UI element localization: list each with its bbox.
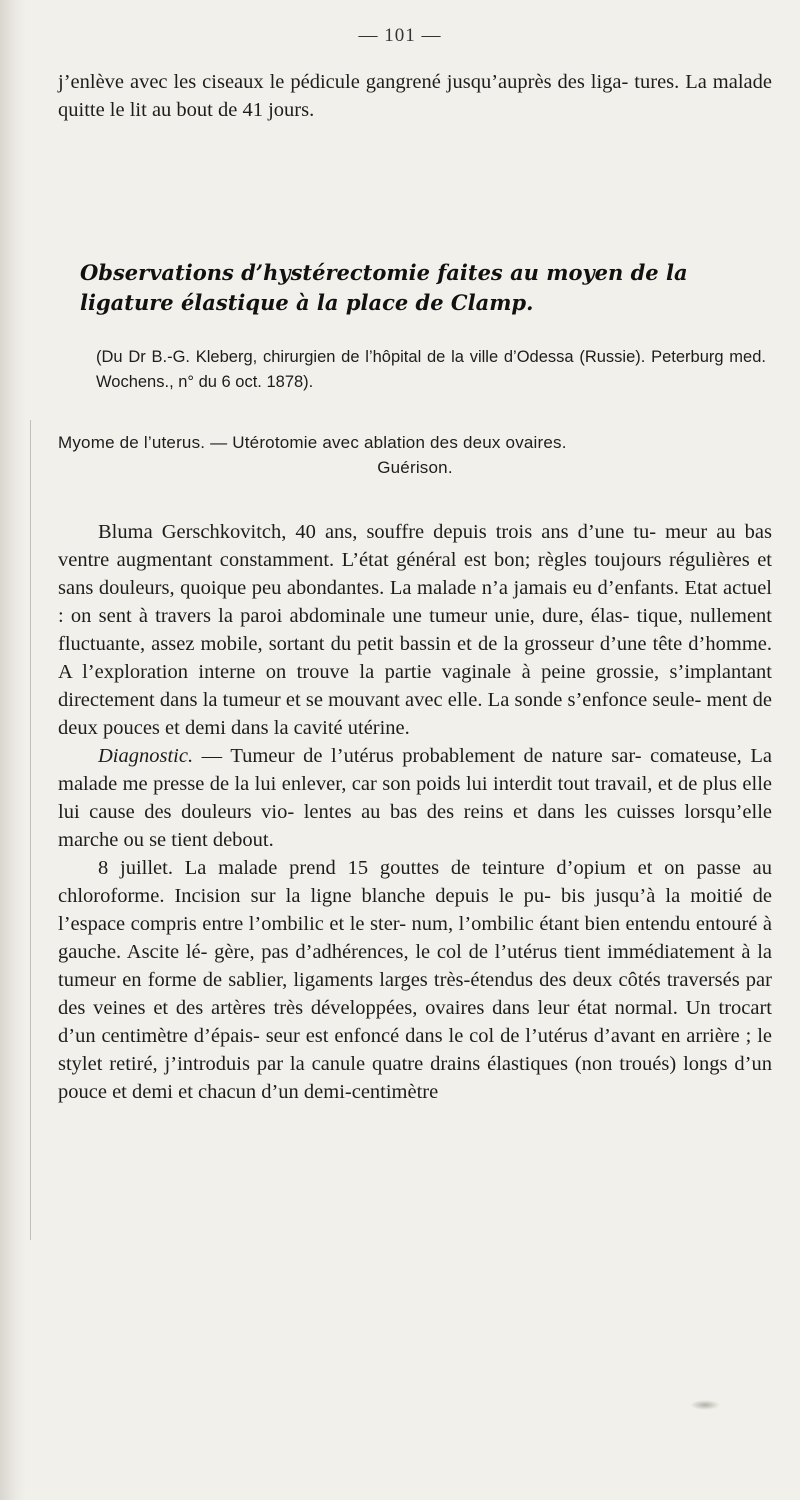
- intro-paragraph: j’enlève avec les ciseaux le pédicule gangrené jusqu’auprès des liga- tures. La malade quitte le lit au bout de 41 jours.: [58, 71, 772, 121]
- ink-smudge: [690, 1400, 720, 1410]
- binding-edge: [0, 0, 26, 1500]
- case-title-line2: Guérison.: [377, 458, 453, 477]
- paragraph-history: Bluma Gerschkovitch, 40 ans, souffre depuis trois ans d’une tu- meur au bas ventre augmentant constamment. L’état général est bon; règles toujours régulières et sans douleurs, quoique peu abondantes. La malade n’a jamais eu d’enfants. Etat actuel : on sent à travers la paroi abdominale une tumeur unie, dure, élas- tique, nullement fluctuante, assez mobile, sortant du petit bassin et de la grosseur d’une tête d’homme. A l’exploration interne on trouve la partie vaginale à peine grossie, s’implantant directement dans la tumeur et se mouvant avec elle. La sonde s’enfonce seule- ment de deux pouces et demi dans la cavité utérine.: [58, 521, 772, 739]
- source-citation: (Du Dr B.-G. Kleberg, chirurgien de l’hôpital de la ville d’Odessa (Russie). Peterburg med. Wochens., n° du 6 oct. 1878).: [96, 348, 766, 391]
- body-text: [58, 518, 772, 1106]
- paragraph-diagnostic: [58, 742, 772, 854]
- margin-line: [30, 420, 31, 1240]
- case-title: [58, 430, 772, 480]
- diagnostic-label: Diagnostic.: [98, 745, 194, 767]
- diagnostic-text: — Tumeur de l’utérus probablement de nature sar- comateuse, La malade me presse de la lui enlever, car son poids lui interdit tout travail, et de plus elle lui cause des douleurs vio- lentes au bas des reins et dans les cuisses lorsqu’elle marche ou se tient debout.: [58, 745, 772, 851]
- page-number: — 101 —: [358, 25, 442, 46]
- section-heading: Observations d’hystérectomie faites au moyen de la ligature élastique à la place de Clamp.: [80, 260, 688, 315]
- case-title-line1: Myome de l’uterus. — Utérotomie avec ablation des deux ovaires.: [58, 433, 567, 452]
- paragraph-operation: 8 juillet. La malade prend 15 gouttes de teinture d’opium et on passe au chloroforme. Incision sur la ligne blanche depuis le pu- bis jusqu’à la moitié de l’espace compris entre l’ombilic et le ster- num, l’ombilic étant bien entendu entouré à gauche. Ascite lé- gère, pas d’adhérences, le col de l’utérus tient immédiatement à la tumeur en forme de sablier, ligaments larges très-étendus des deux côtés traversés par des veines et des artères très développées, ovaires dans leur état normal. Un trocart d’un centimètre d’épais- seur est enfoncé dans le col de l’utérus d’avant en arrière ; le stylet retiré, j’introduis par la canule quatre drains élastiques (non troués) longs d’un pouce et demi et chacun d’un demi-centimètre: [58, 857, 772, 1103]
